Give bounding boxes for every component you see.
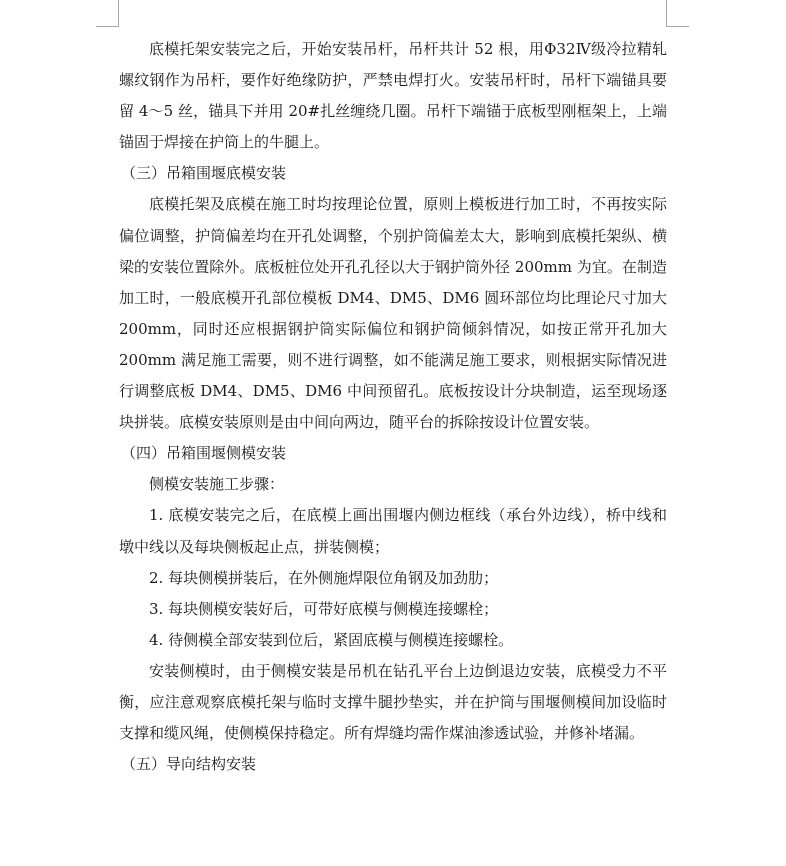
paragraph-hanger-installation: 底模托架安装完之后，开始安装吊杆，吊杆共计 52 根，用Φ32Ⅳ级冷拉精轧螺纹钢作为吊杆，要作好绝缘防护，严禁电焊打火。安装吊杆时，吊杆下端锚具要留 4～5 丝，锚具下并用 20#扎丝缠绕几圈。吊杆下端锚于底板型刚框架上，上端锚固于焊接在护筒上的牛腿上。	[119, 40, 667, 152]
paragraph-side-formwork: 安装侧模时，由于侧模安装是吊机在钻孔平台上边倒退边安装，底模受力不平衡，应注意观察底模托架与临时支撑牛腿抄垫实，并在护筒与围堰侧模间加设临时支撑和缆风绳，使侧模保持稳定。所有焊缝均需作煤油渗透试验，并修补堵漏。	[119, 661, 667, 743]
step-item-4: 4. 待侧模全部安装到位后，紧固底模与侧模连接螺栓。	[149, 630, 514, 649]
step-item-3: 3. 每块侧模安装好后，可带好底模与侧模连接螺栓；	[149, 599, 499, 618]
paragraph-bottom-formwork: 底模托架及底模在施工时均按理论位置，原则上模板进行加工时，不再按实际偏位调整，护筒偏差均在开孔处调整，个别护筒偏差太大，影响到底模托架纵、横梁的安装位置除外。底板桩位处开孔孔径以大于钢护筒外径 200mm 为宜。在制造加工时，一般底模开孔部位模板 DM4、DM5、DM6 圆环部位均比理论尺寸加大 200mm，同时还应根据钢护筒实际偏位和钢护筒倾斜情况，如按正常开孔加大 200mm 满足施工需要，则不进行调整，如不能满足施工要求，则根据实际情况进行调整底板 DM4、DM5、DM6 中间预留孔。底板按设计分块制造，运至现场逐块拼装。底模安装原则是由中间向两边，随平台的拆除按设计位置安装。	[119, 195, 667, 432]
section-heading-4: （四）吊箱围堰侧模安装	[121, 444, 287, 463]
section-heading-3: （三）吊箱围堰底模安装	[121, 164, 287, 183]
section-heading-5: （五）导向结构安装	[121, 755, 257, 774]
page-corner-mark-right	[666, 0, 689, 27]
page-corner-mark-left	[96, 0, 119, 27]
step-item-1: 1. 底模安装完之后，在底模上画出围堰内侧边框线（承台外边线），桥中线和墩中线以及每块侧板起止点，拼装侧模；	[119, 506, 667, 556]
step-item-2: 2. 每块侧模拼装后，在外侧施焊限位角钢及加劲肋；	[149, 568, 499, 587]
steps-intro: 侧模安装施工步骤：	[149, 475, 285, 494]
document-body	[119, 34, 667, 780]
